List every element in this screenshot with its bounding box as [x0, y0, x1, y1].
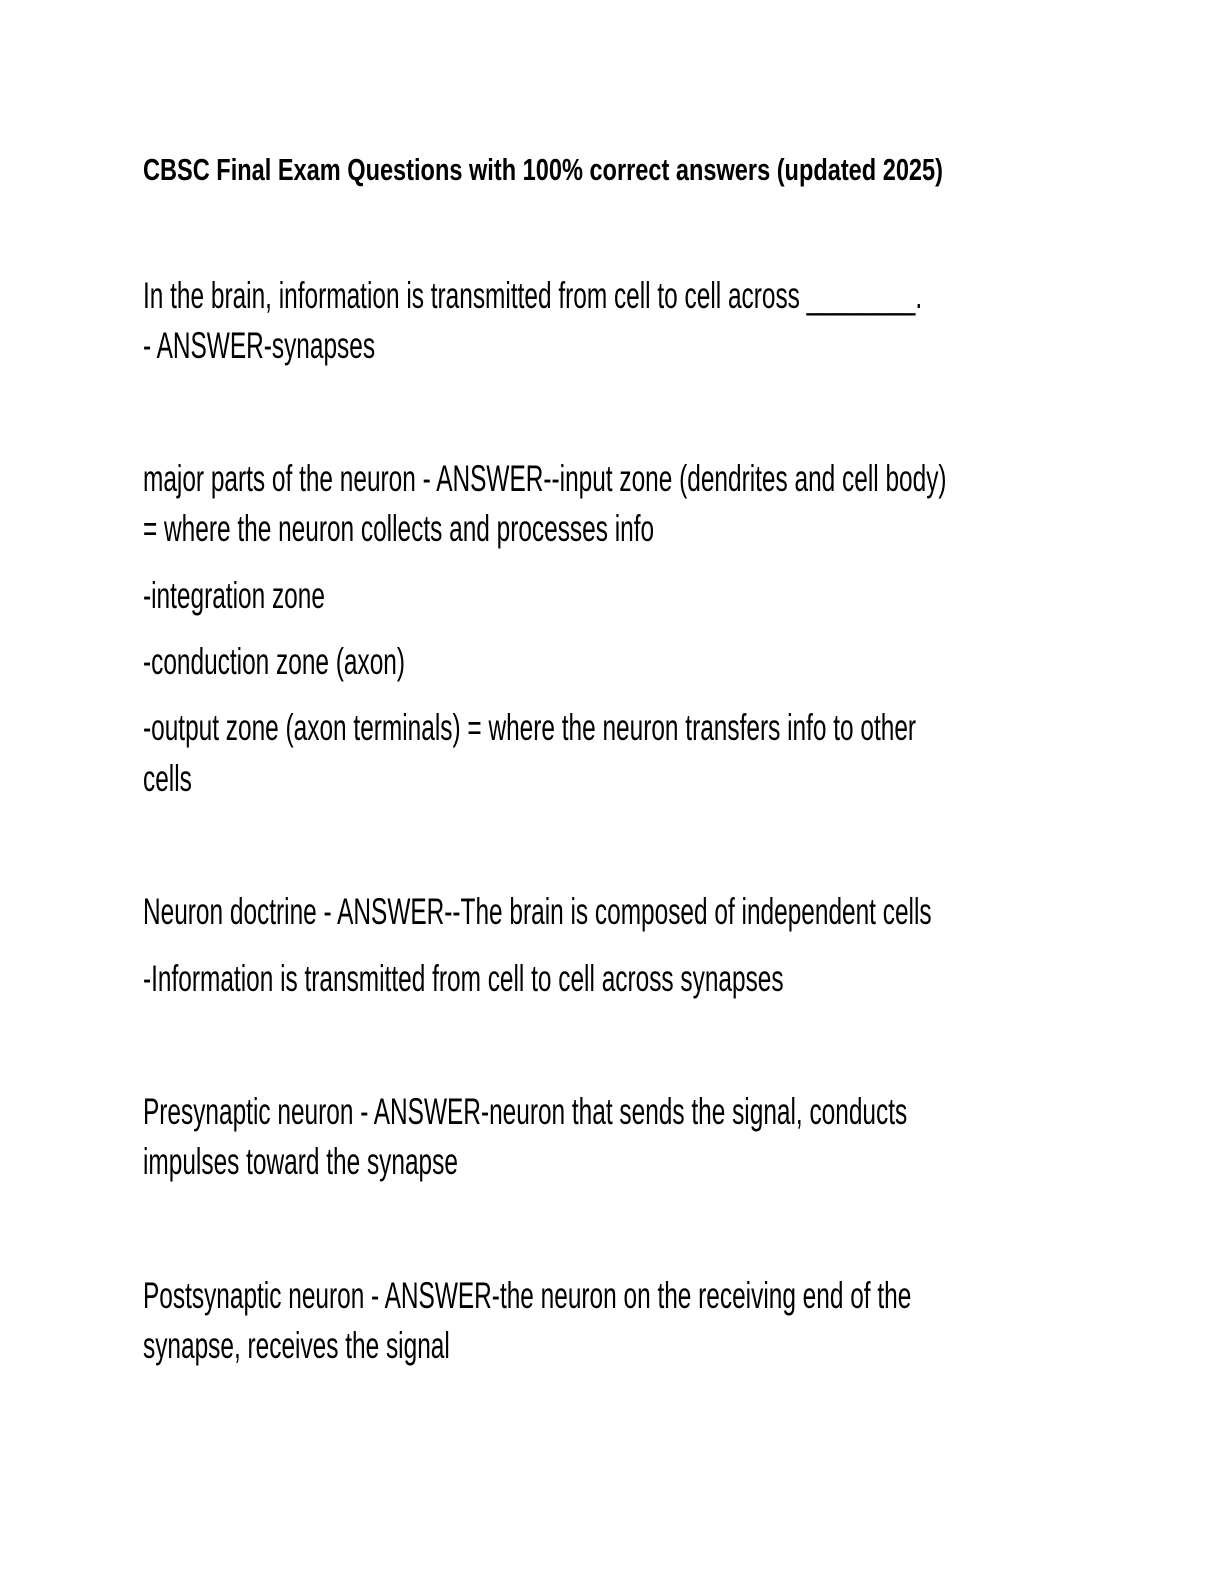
- question-text: In the brain, information is transmitted from cell to cell across ________.: [143, 275, 923, 316]
- answer-text: = where the neuron collects and processes info: [143, 508, 655, 549]
- question-text: Neuron doctrine - ANSWER--The brain is composed of independent cells: [143, 891, 932, 932]
- answer-text: cells: [143, 758, 192, 799]
- answer-text: synapse, receives the signal: [143, 1325, 450, 1366]
- answer-text: -integration zone: [143, 575, 325, 616]
- answer-text: -conduction zone (axon): [143, 641, 405, 682]
- question-text: major parts of the neuron - ANSWER--input zone (dendrites and cell body): [143, 458, 947, 499]
- document-title: CBSC Final Exam Questions with 100% correct answers (updated 2025): [143, 152, 943, 187]
- question-text: Postsynaptic neuron - ANSWER-the neuron on the receiving end of the: [143, 1275, 912, 1316]
- answer-text: impulses toward the synapse: [143, 1141, 458, 1182]
- answer-text: -Information is transmitted from cell to cell across synapses: [143, 958, 784, 999]
- question-text: Presynaptic neuron - ANSWER-neuron that sends the signal, conducts: [143, 1091, 908, 1132]
- answer-text: - ANSWER-synapses: [143, 325, 376, 366]
- answer-text: -output zone (axon terminals) = where the neuron transfers info to other: [143, 707, 917, 748]
